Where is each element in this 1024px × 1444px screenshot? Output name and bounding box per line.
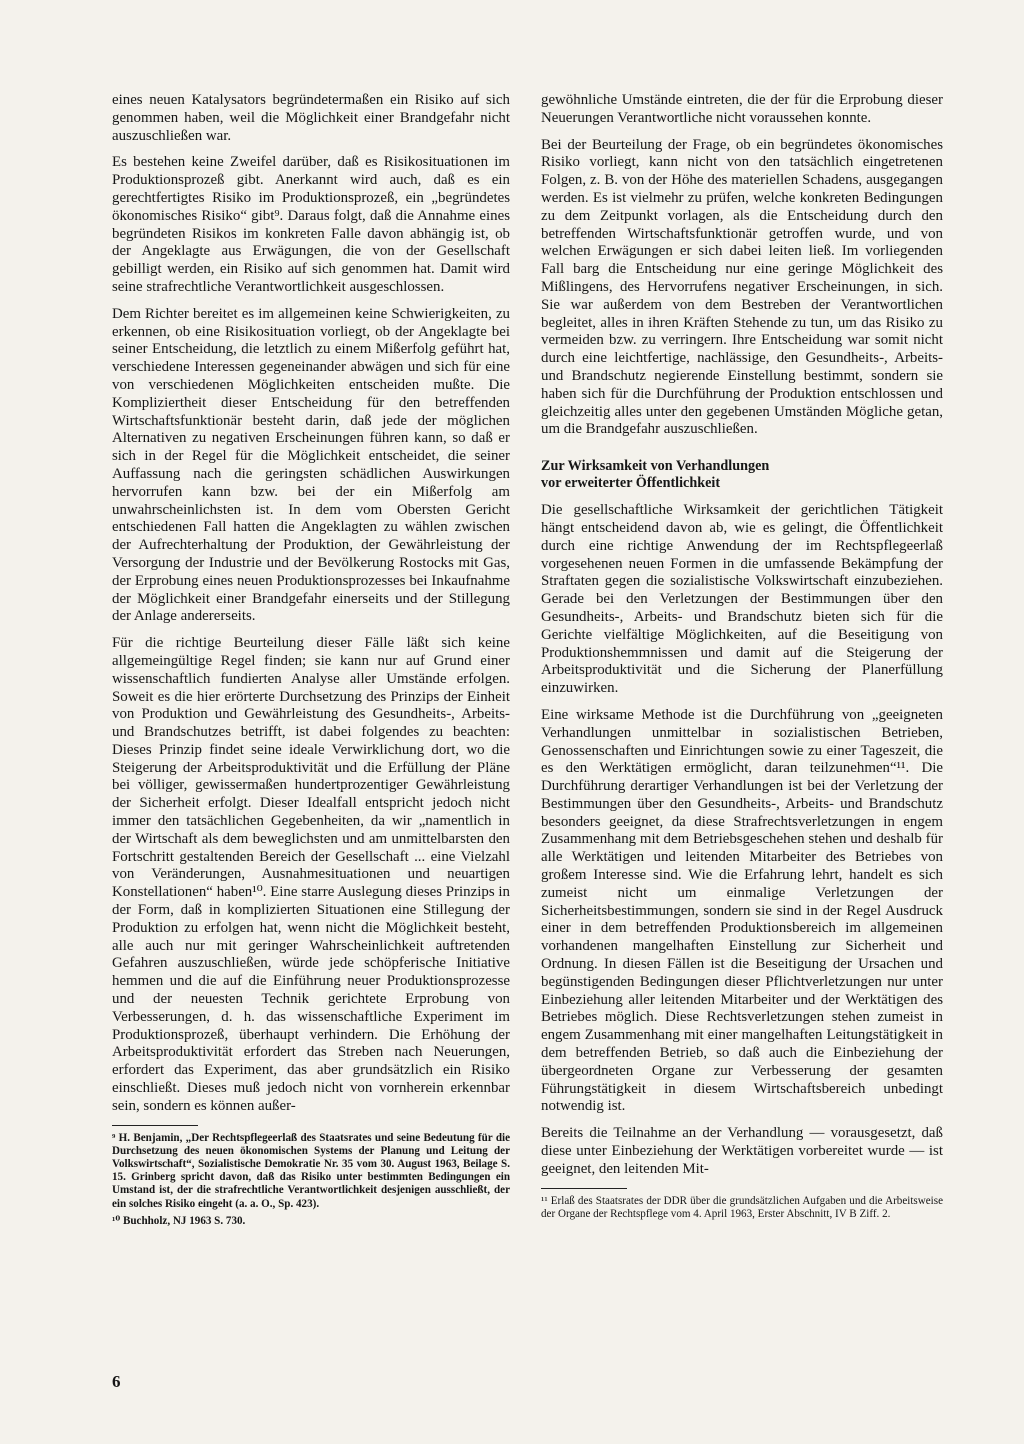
footnote: ⁹ H. Benjamin, „Der Rechtspflegeerlaß des Staatsrates und seine Bedeutung für die Durchsetzung des neuen ökonomischen Systems der Planung und Leitung der Volkswirtschaft“, Sozialistische Demokratie Nr. 35 vom 30. August 1963, Beilage S. 15. Grinberg spricht davon, daß das Risiko unter bestimmten Bedingungen ein Umstand ist, der die strafrechtliche Verantwortlichkeit desjenigen ausschließt, der ein solches Risiko eingeht (a. a. O., Sp. 423). bbox=[112, 1131, 510, 1210]
paragraph: Dem Richter bereitet es im allgemeinen keine Schwierigkeiten, zu erkennen, ob eine Risikosituation vorliegt, ob der Angeklagte bei seiner Entscheidung, die letztlich zu einem Mißerfolg geführt hat, verschiedene Interessen gegeneinander abwägen und sich für eine von verschiedenen Möglichkeiten entscheiden mußte. Die Kompliziertheit dieser Entscheidung für den betreffenden Wirtschaftsfunktionär besteht darin, daß jede der möglichen Alternativen zu negativen Erscheinungen führen kann, so daß er sich in der Regel für die Möglichkeit entscheidet, die seiner Auffassung nach die geringsten schädlichen Auswirkungen hervorrufen kann bzw. bei der ein Mißerfolg am unwahrscheinlichsten ist. In dem vom Obersten Gericht entschiedenen Fall hatten die Angeklagten zu wählen zwischen der Aufrechterhaltung der Produktion, der Gewährleistung der Versorgung der Industrie und der Bevölkerung Rostocks mit Gas, der Erprobung eines neuen Produktionsprozesses bei Inkaufnahme der Möglichkeit einer Brandgefahr einerseits und der Stillegung der Anlage andererseits. bbox=[112, 305, 510, 625]
footnote-divider bbox=[541, 1188, 627, 1189]
section-heading bbox=[541, 458, 943, 492]
paragraph: eines neuen Katalysators begründetermaßen ein Risiko auf sich genommen haben, weil die Möglichkeit einer Brandgefahr nicht auszuschließen war. bbox=[112, 92, 510, 144]
footnote-divider bbox=[112, 1125, 198, 1126]
section-heading-line: Zur Wirksamkeit von Verhandlungen bbox=[541, 458, 770, 475]
paragraph: Es bestehen keine Zweifel darüber, daß es Risikosituationen im Produktionsprozeß gibt. Anerkannt wird auch, daß es ein gerechtfertigtes Risiko im Produktionsprozeß, ein „begründetes ökonomisches Risiko“ gibt⁹. Daraus folgt, daß die Annahme eines begründeten Risikos im konkreten Falle davon abhängig ist, ob der Angeklagte aus Erwägungen, die von der Gesellschaft gebilligt werden, ein Risiko auf sich genommen hat. Damit wird seine strafrechtliche Verantwortlichkeit ausgeschlossen. bbox=[112, 154, 510, 295]
page-number: 6 bbox=[112, 1372, 121, 1391]
paragraph: gewöhnliche Umstände eintreten, die der für die Erprobung dieser Neuerungen Verantwortliche nicht voraussehen konnte. bbox=[541, 92, 943, 126]
paragraph: Eine wirksame Methode ist die Durchführung von „geeigneten Verhandlungen unmittelbar in sozialistischen Betrieben, Genossenschaften und Einrichtungen sowie zu einer Tageszeit, die es den Werktätigen ermöglicht, daran teilzunehmen“¹¹. Die Durchführung derartiger Verhandlungen ist bei der Verletzung der Bestimmungen über den Gesundheits-, Arbeits- und Brandschutz besonders geeignet, da diese Strafrechtsverletzungen in engem Zusammenhang mit dem Betriebsgeschehen stehen und deshalb für alle Werktätigen und leitenden Mitarbeiter des Betriebes von großem Interesse sind. Wie die Erfahrung lehrt, handelt es sich zumeist nicht um einmalige Verletzungen der Sicherheitsbestimmungen, sondern sie sind in der Regel Ausdruck einer in dem betreffenden Produktionsbereich im allgemeinen vorhandenen mangelhaften Einstellung zur Sicherheit und Ordnung. In diesen Fällen ist die Beseitigung der Ursachen und begünstigenden Bedingungen dieser Pflichtverletzungen nur unter Einbeziehung aller leitenden Mitarbeiter und der Werktätigen des Betriebes möglich. Diese Rechtsverletzungen stehen zumeist in engem Zusammenhang mit einer mangelhaften Leitungstätigkeit in dem betreffenden Betrieb, so daß auch die Einbeziehung der übergeordneten Organe zur Verbesserung der gesamten Führungstätigkeit in diesem Wirtschaftsbereich unbedingt notwendig ist. bbox=[541, 706, 943, 1115]
paragraph: Bei der Beurteilung der Frage, ob ein begründetes ökonomisches Risiko vorliegt, kann nicht von den tatsächlich eingetretenen Folgen, z. B. von der Höhe des materiellen Schadens, ausgegangen werden. Es ist vielmehr zu prüfen, welche konkreten Bedingungen zu dem Zeitpunkt vorlagen, als die Entscheidung durch den betreffenden Wirtschaftsfunktionär getroffen wurde, und von welchen Erwägungen er sich dabei leiten ließ. Im vorliegenden Fall barg die Entscheidung nur eine geringe Möglichkeit des Mißlingens, des Hervorrufens negativer Erscheinungen, in sich. Sie war außerdem von dem Bestreben der Verantwortlichen begleitet, alles in ihren Kräften Stehende zu tun, um das Risiko zu vermeiden bzw. zu verringern. Ihre Entscheidung war somit nicht durch eine leichtfertige, nachlässige, den Gesundheits-, Arbeits- und Brandschutz negierende Einstellung bestimmt, sondern sie haben sich für die Durchführung der Produktion entschlossen und gleichzeitig alles unter den gegebenen Umständen Mögliche getan, um die Brandgefahr auszuschließen. bbox=[541, 136, 943, 438]
footnote: ¹¹ Erlaß des Staatsrates der DDR über die grundsätzlichen Aufgaben und die Arbeitsweise der Organe der Rechtspflege vom 4. April 1963, Erster Abschnitt, IV B Ziff. 2. bbox=[541, 1194, 943, 1220]
footnote: ¹⁰ Buchholz, NJ 1963 S. 730. bbox=[112, 1214, 246, 1227]
paragraph: Bereits die Teilnahme an der Verhandlung — vorausgesetzt, daß diese unter Einbeziehung der Werktätigen vorbereitet wurde — ist geeignet, den leitenden Mit- bbox=[541, 1125, 943, 1177]
paragraph: Für die richtige Beurteilung dieser Fälle läßt sich keine allgemeingültige Regel finden; sie kann nur auf Grund einer wissenschaftlich fundierten Analyse aller Umstände erfolgen. Soweit es die hier erörterte Durchsetzung des Prinzips der Einheit von Produktion und Gewährleistung des Gesundheits-, Arbeits- und Brandschutzes betrifft, ist dabei folgendes zu beachten: Dieses Prinzip findet seine ideale Verwirklichung dort, wo die Steigerung der Arbeitsproduktivität und die Erfüllung der Pläne bei völliger, gewissermaßen hundertprozentiger Gewährleistung der Sicherheit erfolgt. Dieser Idealfall entspricht jedoch nicht immer den tatsächlichen Gegebenheiten, da wir „namentlich in der Wirtschaft als dem beweglichsten und am unmittelbarsten den Fortschritt gestaltenden Bereich der Gesellschaft ... eine Vielzahl von Veränderungen, Ausnahmesituationen und neuartigen Konstellationen“ haben¹⁰. Eine starre Auslegung dieses Prinzips in der Form, daß in komplizierten Situationen eine Stillegung der Produktion zu erfolgen hat, wenn nicht die Möglichkeit besteht, alle auch nur mit geringer Wahrscheinlichkeit auftretenden Gefahren auszuschließen, würde jede schöpferische Initiative hemmen und die auf die Einführung neuer Produktionsprozesse und der neuesten Technik gerichtete Erprobung von Verbesserungen, d. h. das wissenschaftliche Experiment im Produktionsprozeß, überhaupt verhindern. Die Erhöhung der Arbeitsproduktivität erfordert das Streben nach Neuerungen, erfordert das Experiment, das aber grundsätzlich ein Risiko einschließt. Dieses muß jedoch nicht von vornherein erkennbar sein, sondern es können außer- bbox=[112, 635, 510, 1114]
right-column bbox=[541, 92, 943, 1225]
section-heading-line: vor erweiterter Öffentlichkeit bbox=[541, 475, 721, 492]
paragraph: Die gesellschaftliche Wirksamkeit der gerichtlichen Tätigkeit hängt entscheidend davon ab, wie es gelingt, die Öffentlichkeit durch eine richtige Anwendung der im Rechtspflegeerlaß vorgesehenen neuen Formen in die umfassende Bekämpfung der Straftaten gegen die sozialistische Volkswirtschaft einzubeziehen. Gerade bei den Verletzungen der Bestimmungen über den Gesundheits-, Arbeits- und Brandschutz bieten sich für die Gerichte vielfältige Möglichkeiten, auf die Beseitigung von Produktionshemmnissen und damit auf die Steigerung der Arbeitsproduktivität und die Sicherung der Planerfüllung einzuwirken. bbox=[541, 502, 943, 697]
left-column bbox=[112, 92, 510, 1232]
